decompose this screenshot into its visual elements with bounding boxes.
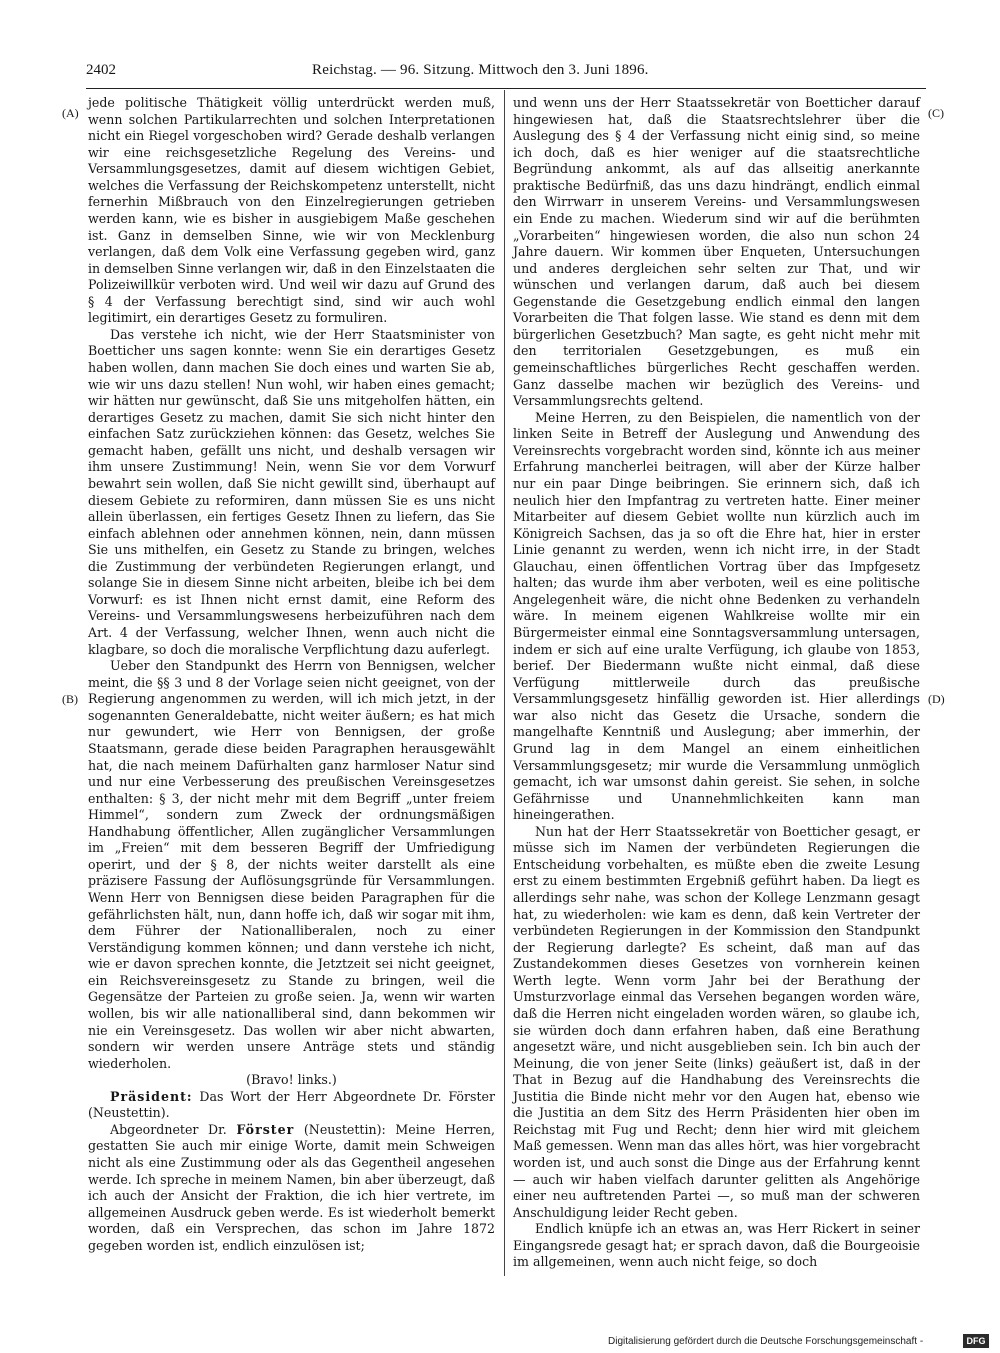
speaker-statement [88, 1122, 495, 1255]
president-label: Präsident: [110, 1088, 193, 1104]
header-rule [86, 88, 926, 89]
paragraph: jede politische Thätigkeit völlig unterdrückt werden muß, wenn solchen Partikularrechten und solchen Interpretationen nicht ein Riegel vorgeschoben wird? Gerade deshalb verlangen wir eine reichsgesetzliche Regelung des Vereins- und Versammlungsgesetzes, damit auf diesem wichtigen Gebiet, welches die Verfassung der Reichskompetenz unterstellt, nicht fernerhin Mißbrauch von den Einzelregierungen getrieben werden kann, wie es bisher in ausgiebigem Maße geschehen ist. Ganz in demselben Sinne, wie wir von Mecklenburg verlangen, daß dem Volk eine Verfassung gegeben wird, ganz in demselben Sinne verlangen wir, daß in den Einzelstaaten die Polizeiwillkür verboten wird. Und weil wir dazu auf Grund des § 4 der Verfassung berechtigt sind, sind wir auch wohl legitimirt, ein derartiges Gesetz zu formuliren. [88, 95, 495, 326]
paragraph: Endlich knüpfe ich an etwas an, was Herr Rickert in seiner Eingangsrede gesagt hat; er sprach davon, daß die Bourgeoisie im allgemeinen, wenn auch nicht feige, so doch [513, 1221, 920, 1270]
speaker-text: (Neustettin): Meine Herren, gestatten Sie auch mir einige Worte, damit mein Schweigen nicht als eine Zustimmung oder als das Gegentheil angesehen werde. Ich spreche in meinem Namen, bin aber überzeugt, daß ich auch der Ansicht der Fraktion, die ich hier vertrete, im allgemeinen Ausdruck geben werde. Es ist wiederholt bemerkt worden, daß ein Versprechen, das schon im Jahre 1872 gegeben worden ist, endlich einzulösen ist; [88, 1121, 495, 1253]
page-number: 2402 [86, 62, 116, 78]
applause-note: (Bravo! links.) [246, 1072, 337, 1088]
digitization-credit: Digitalisierung gefördert durch die Deutsche Forschungsgemeinschaft - [608, 1336, 924, 1347]
margin-marker-c: (C) [928, 106, 944, 120]
column-divider [504, 90, 505, 1276]
margin-marker-b: (B) [62, 692, 78, 706]
left-column [88, 95, 495, 1254]
paragraph: Ueber den Standpunkt des Herrn von Bennigsen, welcher meint, die §§ 3 und 8 der Vorlage seien nicht geeignet, von der Regierung angenommen zu werden, will ich mich jetzt, in der sogenannten Generaldebatte, nicht weiter äußern; es hat mich nur gewundert, wie Herr von Bennigsen, der große Staatsmann, gerade diese beiden Paragraphen herausgewählt hat, die nach meinem Dafürhalten ganz harmloser Natur sind und nur eine Verbesserung des preußischen Vereinsgesetzes enthalten: § 3, der nicht mehr mit dem Begriff „unter freiem Himmel“, sondern zum Zweck der ordnungsmäßigen Handhabung öffentlicher, Allen zugänglicher Versammlungen im „Freien“ mit dem besseren Begriff der Umfriedigung operirt, und der § 8, der nichts weiter darstellt als eine präzisere Fassung der Auflösungsgründe für Versammlungen. Wenn Herr von Bennigsen diese beiden Paragraphen für die gefährlichsten hält, nun, dann hoffe ich, daß wir sogar mit ihm, dem Führer der Nationalliberalen, noch zu einer Verständigung kommen können; und dann verstehe ich nicht, wie er davon sprechen konnte, die Jetztzeit sei nicht geeignet, ein Reichsvereinsgesetz zu Stande zu bringen, weil die Gegensätze der Parteien zu große seien. Ja, wenn wir warten wollen, bis wir alle nationalliberal sind, dann bekommen wir nie ein Vereinsgesetz. Das wollen wir aber nicht abwarten, sondern wir werden unsere Anträge stets und ständig wiederholen. [88, 658, 495, 1071]
paragraph: Nun hat der Herr Staatssekretär von Boetticher gesagt, er müsse sich im Namen der verbündeten Regierungen die Entscheidung vorbehalten, es müßte eben die zweite Lesung erst zu einem bestimmten Ergebniß geführt haben. Da liegt es allerdings sehr nahe, was schon der Kollege Lenzmann gesagt hat, zu wiederholen: wie kam es denn, daß kein Vertreter der verbündeten Regierungen in der Kommission den Standpunkt der Regierung darlegte? Es scheint, daß man auf das Zustandekommen dieses Gesetzes von vornherein keinen Werth legte. Wenn vorm Jahr bei der Berathung der Umsturzvorlage einmal das Versehen begangen worden wäre, daß die Herren nicht eingeladen worden wären, so glaube ich, sie würden doch dann erfahren haben, daß eine Berathung angesetzt wäre, und nicht ausgeblieben sein. Ich bin auch der Meinung, die von jener Seite (links) geäußert ist, daß in der That in Bezug auf die Handhabung des Vereinsrechts die Justitia die Binde nicht mehr vor den Augen hat, ebenso wie die Justitia an dem Sitz des Herrn Präsidenten hier oben im Reichstag mit Fug und Recht; denn hier wird mit gleichem Maß gemessen. Wenn man das alles hört, was hier vorgebracht worden ist, und auch sonst die Dinge aus der Erfahrung kennt — auch wir haben vielfach darunter gelitten als Angehörige einer neu auftretenden Partei —, so muß man der schweren Anschuldigung leider Recht geben. [513, 823, 920, 1220]
speaker-name: Förster [236, 1121, 295, 1137]
margin-marker-a: (A) [62, 106, 79, 120]
dfg-logo: DFG [963, 1334, 989, 1348]
running-title: Reichstag. — 96. Sitzung. Mittwoch den 3. Juni 1896. [312, 62, 649, 78]
margin-marker-d: (D) [928, 692, 945, 706]
paragraph: und wenn uns der Herr Staatssekretär von Boetticher darauf hingewiesen hat, daß die Staatsrechtslehrer über die Auslegung des § 4 der Verfassung nicht einig sind, so meine ich doch, daß es hier weniger auf die staatsrechtliche Begründung ankommt, als auf das allseitig anerkannte praktische Bedürfniß, das uns dazu hindrängt, endlich einmal den Wirrwarr in unserem Vereins- und Versammlungswesen ein Ende zu machen. Wiederum sind wir auf die berühmten „Vorarbeiten“ hingewiesen worden, die also nun schon 24 Jahre dauern. Wir kommen über Enqueten, Untersuchungen und anderes dergleichen sehr selten zur That, und wir wünschen und verlangen darum, daß auch bei diesem Gegenstande die Gesetzgebung endlich einmal den langen Vorarbeiten die That folgen lasse. Wie stand es denn mit dem bürgerlichen Gesetzbuch? Man sagte, es geht nicht mehr mit den territorialen Gesetzgebungen, es muß ein gemeinschaftliches bürgerliches Recht geschaffen werden. Ganz dasselbe machen wir bezüglich des Vereins- und Versammlungsrechts geltend. [513, 95, 920, 409]
paragraph: Meine Herren, zu den Beispielen, die namentlich von der linken Seite in Betreff der Auslegung und Anwendung des Vereinsrechts vorgebracht worden sind, könnte ich aus meiner Erfahrung mancherlei beitragen, will aber der Kürze halber nur ein paar Dinge beibringen. Sie erinnern sich, daß ich neulich hier den Impfantrag zu vertreten hatte. Einer meiner Mitarbeiter auf diesem Gebiet wollte nun kürzlich auch im Königreich Sachsen, das ja so oft die Ehre hat, hier in erster Linie genannt zu werden, wenn ich nicht irre, in der Stadt Glauchau, einen öffentlichen Vortrag über das Impfgesetz halten; das wurde ihm aber verboten, weil es eine politische Angelegenheit wäre, die nicht ohne Bedenken zu verhandeln wäre. In meinem eigenen Wahlkreise wollte mir ein Bürgermeister einmal eine Sonntagsversammlung untersagen, indem er sich auf eine uralte Verfügung, ich glaube von 1853, berief. Der Biedermann wußte nicht einmal, daß diese Verfügung mittlerweile durch das preußische Versammlungsgesetz hinfällig geworden ist. Hier allerdings war also nicht das Gesetz die Ursache, sondern die mangelhafte Kenntniß und Auslegung; aber immerhin, der Grund lag in dem Mangel an einem einheitlichen Versammlungsgesetz; mir wurde die Versammlung unmöglich gemacht, ich war umsonst dahin gereist. Sie sehen, in solche Gefährnisse und Unannehmlichkeiten kann man hineingerathen. [513, 409, 920, 823]
president-text: Das Wort der Herr Abgeordnete Dr. Förster (Neustettin). [88, 1088, 495, 1121]
right-column [513, 95, 920, 1271]
speaker-intro: Abgeordneter Dr. [110, 1121, 227, 1137]
running-header [86, 58, 926, 86]
paragraph: Das verstehe ich nicht, wie der Herr Staatsminister von Boetticher uns sagen konnte: wenn Sie ein derartiges Gesetz haben wollen, dann machen Sie doch eines und warten Sie ab, wie wir uns dazu stellen! Nun wohl, wir haben eines gemacht; wir hätten nur gewünscht, daß Sie uns mitgeholfen hätten, ein derartiges Gesetz zu machen, damit Sie sich nicht hinter den einfachen Satz zurückziehen können: das Gesetz, welches Sie gemacht haben, gefällt uns nicht, und deshalb versagen wir ihm unsere Zustimmung! Nein, wenn Sie vor dem Vorwurf bewahrt sein wollen, daß Sie nicht gewillt sind, überhaupt auf diesem Gebiete zu reformiren, dann müssen Sie es uns nicht allein überlassen, ein fertiges Gesetz Ihnen zu liefern, das Sie einfach ablehnen oder annehmen können, nein, dann müssen Sie uns mithelfen, ein Gesetz zu Stande zu bringen, welches die Zustimmung der verbündeten Regierungen erlangt, und solange Sie in diesem Sinne nicht arbeiten, bleibe ich bei dem Vorwurf: es ist Ihnen nicht ernst damit, eine Reform des Vereins- und Versammlungswesens herbeizuführen nach dem Art. 4 der Verfassung, welcher Ihnen, wenn auch nicht die klagbare, so doch die moralische Verpflichtung dazu auferlegt. [88, 326, 495, 657]
president-statement [88, 1089, 495, 1122]
